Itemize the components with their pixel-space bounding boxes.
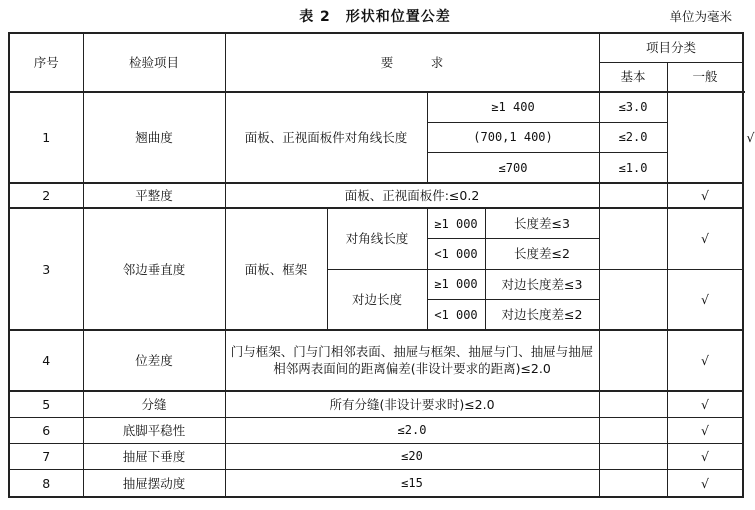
row-object: 面板、正视面板件对角线长度 [225, 92, 427, 183]
row-requirement: ≤20 [225, 443, 599, 469]
table-row [9, 208, 743, 238]
opposite-label: 对边长度 [327, 269, 427, 330]
table-caption [0, 4, 750, 28]
table-title: 表 2 形状和位置公差 [299, 9, 451, 25]
range-cell: <1 000 [427, 300, 485, 330]
row-basic [667, 92, 743, 183]
row-requirement: ≤15 [225, 470, 599, 497]
row-general-check: √ [667, 443, 743, 469]
row-basic [599, 443, 667, 469]
header-requirement: 要 求 [225, 33, 599, 92]
table-row [9, 183, 743, 208]
row-general-check: √ [667, 208, 743, 269]
row-no: 3 [9, 208, 83, 330]
row-item: 抽屉摆动度 [83, 470, 225, 497]
row-requirement: ≤2.0 [225, 417, 599, 443]
diagonal-label: 对角线长度 [327, 208, 427, 269]
row-basic [599, 470, 667, 497]
header-no: 序号 [9, 33, 83, 92]
row-item: 翘曲度 [83, 92, 225, 183]
limit-cell: ≤1.0 [599, 153, 667, 183]
limit-cell: 对边长度差≤2 [485, 300, 599, 330]
table-row: 1 翘曲度 面板、正视面板件对角线长度 ≥1 400 ≤3.0 √ [9, 92, 743, 122]
row-basic [599, 417, 667, 443]
row-no: 1 [9, 92, 83, 183]
row-item: 抽屉下垂度 [83, 443, 225, 469]
header-item: 检验项目 [83, 33, 225, 92]
range-cell: <1 000 [427, 239, 485, 269]
row-no: 2 [9, 183, 83, 208]
range-cell: ≤700 [427, 153, 599, 183]
unit-note: 单位为毫米 [669, 9, 732, 24]
row-item: 底脚平稳性 [83, 417, 225, 443]
row-general-check: √ [667, 183, 743, 208]
row-basic [599, 208, 667, 269]
row-general-check: √ [667, 391, 743, 417]
row-no: 7 [9, 443, 83, 469]
range-cell: ≥1 400 [427, 92, 599, 122]
row-object: 面板、框架 [225, 208, 327, 330]
header-row [9, 33, 743, 62]
table-row [9, 391, 743, 417]
row-no: 5 [9, 391, 83, 417]
row-general-check: √ [667, 470, 743, 497]
row-item: 平整度 [83, 183, 225, 208]
limit-cell: ≤2.0 [599, 122, 667, 152]
row-basic [599, 330, 667, 391]
row-no: 8 [9, 470, 83, 497]
limit-cell: 长度差≤3 [485, 208, 599, 238]
table-row [9, 417, 743, 443]
range-cell: (700,1 400) [427, 122, 599, 152]
row-item: 位差度 [83, 330, 225, 391]
range-cell: ≥1 000 [427, 269, 485, 299]
row-requirement: 面板、正视面板件:≤0.2 [225, 183, 599, 208]
row-item: 邻边垂直度 [83, 208, 225, 330]
range-cell: ≥1 000 [427, 208, 485, 238]
header-basic: 基本 [599, 62, 667, 91]
row-no: 6 [9, 417, 83, 443]
row-requirement: 门与框架、门与门相邻表面、抽屉与框架、抽屉与门、抽屉与抽屉相邻两表面间的距离偏差(非设计要求的距离)≤2.0 [225, 330, 599, 391]
table-row [9, 443, 743, 469]
row-basic [599, 391, 667, 417]
row-no: 4 [9, 330, 83, 391]
row-basic [599, 183, 667, 208]
limit-cell: 对边长度差≤3 [485, 269, 599, 299]
row-basic [599, 269, 667, 330]
row-item: 分缝 [83, 391, 225, 417]
header-general: 一般 [667, 62, 743, 91]
tolerance-table [8, 32, 755, 498]
table-row [9, 330, 743, 391]
row-requirement: 所有分缝(非设计要求时)≤2.0 [225, 391, 599, 417]
header-classification: 项目分类 [599, 33, 743, 62]
limit-cell: 长度差≤2 [485, 239, 599, 269]
limit-cell: ≤3.0 [599, 92, 667, 122]
table-row [9, 470, 743, 497]
row-general-check: √ [667, 417, 743, 443]
row-general-check: √ [667, 330, 743, 391]
row-general-check: √ [667, 269, 743, 330]
